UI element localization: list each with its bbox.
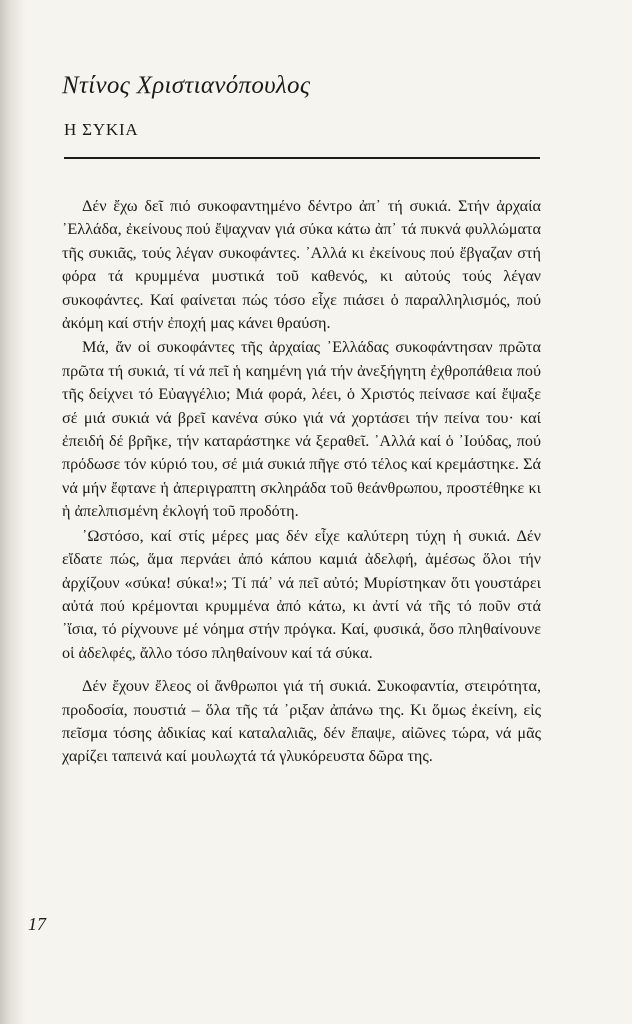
author-name: Ντίνος Χριστιανόπουλος — [62, 72, 311, 99]
binding-gutter-shadow — [0, 0, 26, 1024]
page-number: 17 — [28, 914, 46, 934]
paragraph-2: Μά, ἄν οἱ συκοφάντες τῆς ἀρχαίας ᾽Ελλάδας συκοφάντησαν πρῶτα πρῶτα τή συκιά, τί νά πεῖ ἡ καημένη γιά τήν ἀνεξήγητη ἐχθροπάθεια πού τῆς δείχνει τό Εὐαγγέλιο; Μιά φορά, λέει, ὁ Χριστός πείνασε καί ἔψαξε σέ μιά συκιά νά βρεῖ κανένα σύκο γιά νά χορτάσει τήν πείνα του· καί ἐπειδή δέ βρῆκε, τήν καταράστηκε νά ξεραθεῖ. ᾽Αλλά καί ὁ ᾽Ιούδας, πού πρόδωσε τόν κύριό του, σέ μιά συκιά πῆγε στό τέλος καί κρεμάστηκε. Σά νά μήν ἔφτανε ἡ ἀπεριγραπτη σκληράδα τοῦ θεάνθρωπου, προστέθηκε κι ἡ ἀπελπισμένη ἐκλογή τοῦ προδότη. — [62, 338, 541, 521]
title-rule — [64, 157, 540, 159]
paragraph-1: Δέν ἔχω δεῖ πιό συκοφαντημένο δέντρο ἀπ᾽ τή συκιά. Στήν ἀρχαία ᾽Ελλάδα, ἐκείνους πού ἔψαχναν γιά σύκα κάτω ἀπ᾽ τά πυκνά φυλλώματα τῆς συκιᾶς, τούς λέγαν συκοφάντες. ᾽Αλλά κι ἐκείνους πού ἔβγαζαν στή φόρα τά κρυμμένα μυστικά τοῦ καθενός, κι αὐτούς τούς λέγαν συκοφάντες. Καί φαίνεται πώς τόσο εἶχε πιάσει ὁ παραλληλισμός, πού ἀκόμη καί στήν ἐποχή μας κάνει θραύση. — [62, 197, 541, 333]
paragraph-4: Δέν ἔχουν ἔλεος οἱ ἄνθρωποι γιά τή συκιά. Συκοφαντία, στειρότητα, προδοσία, πουστιά – ὅλα τῆς τά ᾽ριξαν ἀπάνω της. Κι ὅμως ἐκείνη, εἰς πεῖσμα τόσης ἀδικίας καί καταλαλιᾶς, δέν ἔπαψε, αἰῶνες τώρα, νά μᾶς χαρίζει ταπεινά καί μουλωχτά τά γλυκόρευστα δῶρα της. — [62, 677, 541, 766]
poem-title: Η ΣΥΚΙΑ — [64, 120, 139, 139]
paragraph-3: ᾽Ωστόσο, καί στίς μέρες μας δέν εἶχε καλύτερη τύχη ἡ συκιά. Δέν εἴδατε πώς, ἅμα περνάει ἀπό κάπου καμιά ἀδελφή, ἀμέσως ὅλοι τήν ἀρχίζουν «σύκα! σύκα!»; Τί πά᾽ νά πεῖ αὐτό; Μυρίστηκαν ὅτι γουστάρει αὐτά πού κρέμονται κρυμμένα ἀπό κάτω, κι ἀντί νά τῆς τό ποῦν στά ᾽ἴσια, τό ρίχνουνε μέ νόημα στήν πρόγκα. Καί, φυσικά, ὅσο πληθαίνουνε οἱ ἀδελφές, ἄλλο τόσο πληθαίνουν καί τά σύκα. — [62, 526, 541, 662]
prose-body — [62, 195, 541, 769]
